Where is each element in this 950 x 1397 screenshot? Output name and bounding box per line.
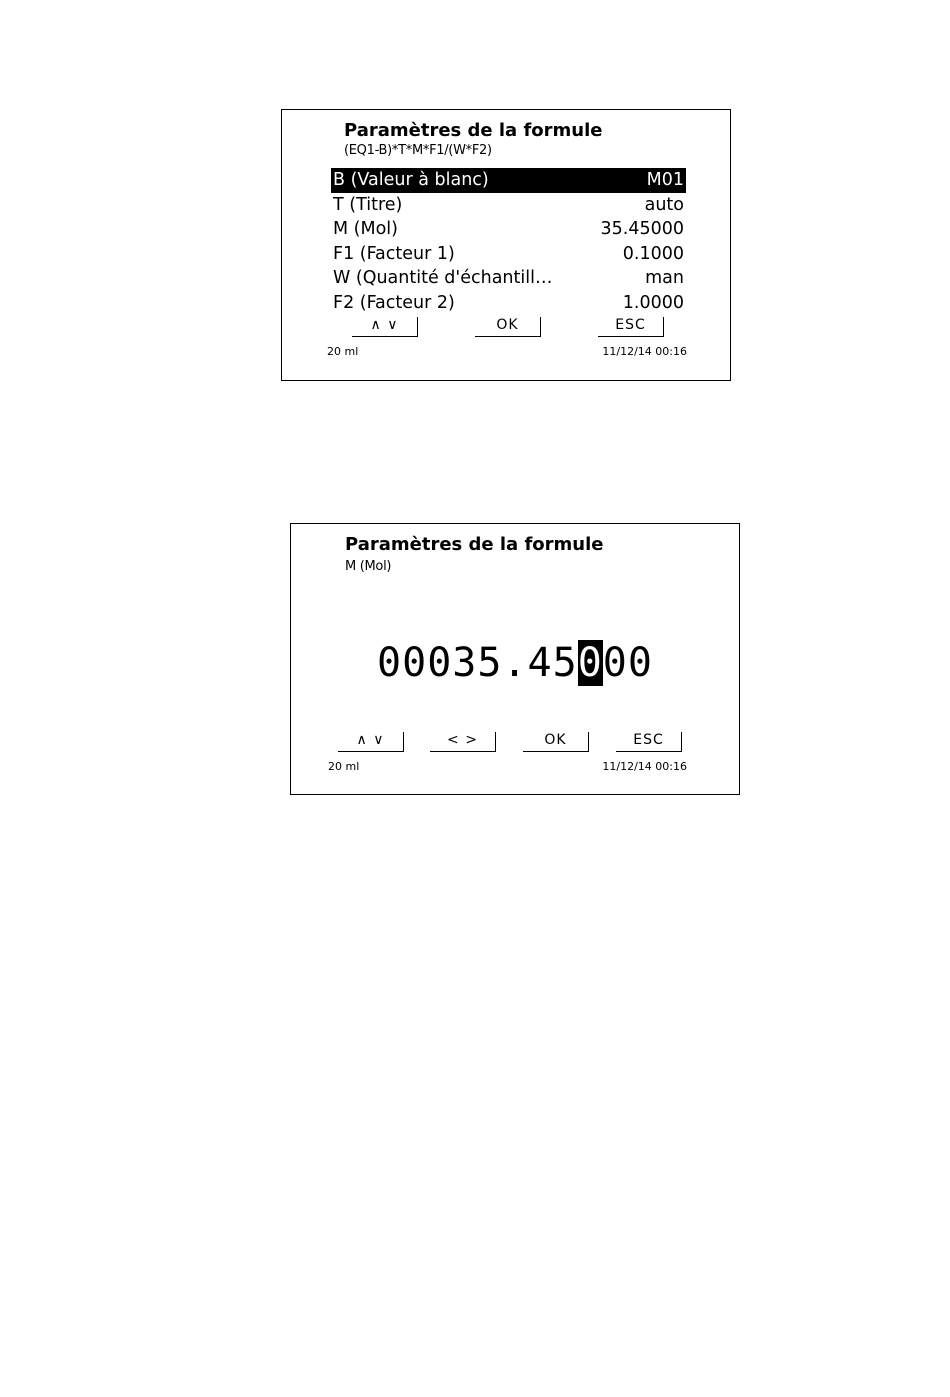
ok-softkey[interactable]: OK [523,732,589,752]
up-down-softkey[interactable]: ∧ ∨ [352,317,418,337]
param-name: M (Mol) [345,559,392,574]
param-row-t[interactable] [331,193,686,218]
param-label: W (Quantité d'échantill… [333,268,553,289]
parameter-list [331,168,686,315]
ok-softkey[interactable]: OK [475,317,541,337]
value-editor[interactable] [291,640,739,686]
param-label: M (Mol) [333,219,398,240]
param-label: F1 (Facteur 1) [333,243,455,264]
datetime-status: 11/12/14 00:16 [602,760,687,773]
param-row-m[interactable] [331,217,686,242]
param-row-f1[interactable] [331,242,686,267]
param-row-b[interactable] [331,168,686,193]
param-value: auto [644,194,684,215]
esc-softkey[interactable]: ESC [598,317,664,337]
esc-softkey[interactable]: ESC [616,732,682,752]
digit-cursor[interactable]: 0 [577,640,603,686]
param-row-w[interactable] [331,266,686,291]
param-label: T (Titre) [333,194,403,215]
param-value: 35.45000 [600,219,684,240]
formula-text: (EQ1-B)*T*M*F1/(W*F2) [344,143,492,158]
up-down-softkey[interactable]: ∧ ∨ [338,732,404,752]
param-label: F2 (Facteur 2) [333,292,455,313]
value-digits-before: 00035.45 [377,640,578,686]
param-label: B (Valeur à blanc) [333,170,489,191]
param-value: M01 [646,170,684,191]
datetime-status: 11/12/14 00:16 [602,345,687,358]
param-value: 1.0000 [622,292,684,313]
volume-status: 20 ml [327,345,359,358]
param-value: man [645,268,684,289]
left-right-softkey[interactable]: < > [430,732,496,752]
value-edit-screen [290,523,740,795]
param-value: 0.1000 [622,243,684,264]
param-row-f2[interactable] [331,291,686,316]
volume-status: 20 ml [328,760,360,773]
value-digits-after: 00 [602,640,653,686]
screen-title: Paramètres de la formule [344,120,603,141]
screen-title: Paramètres de la formule [345,534,604,555]
formula-parameters-screen [281,109,731,381]
